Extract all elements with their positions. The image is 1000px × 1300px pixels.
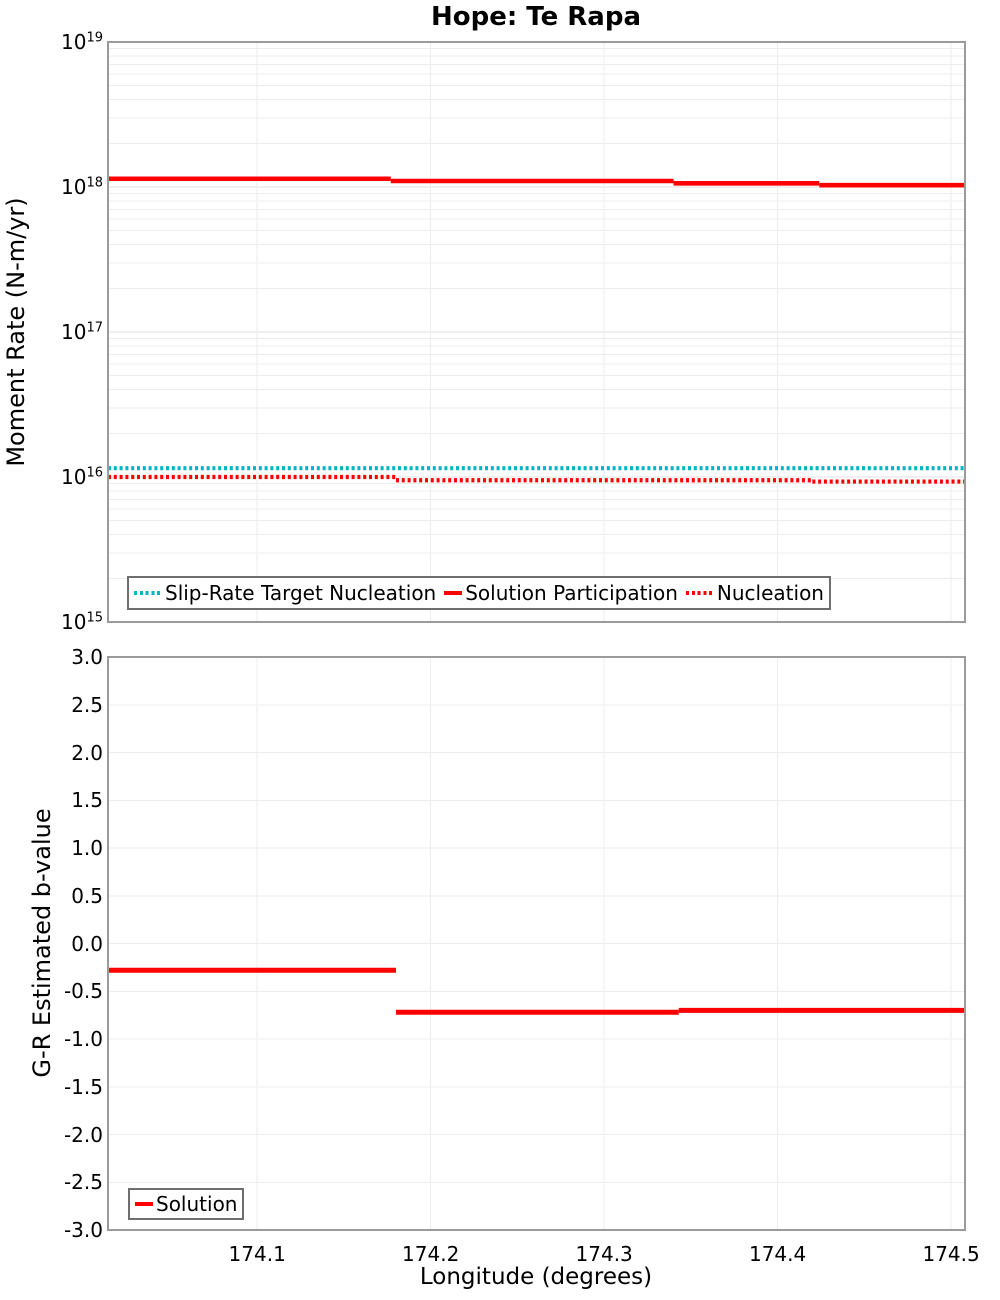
y-tick-label-0.5: 0.5 (71, 883, 103, 908)
y-tick-label--0.5: -0.5 (63, 979, 103, 1004)
moment-rate-axis-label: Moment Rate (N-m/yr) (2, 197, 30, 467)
x-tick-label-174.1: 174.1 (228, 1242, 286, 1266)
y-tick-label--1.5: -1.5 (63, 1074, 103, 1099)
x-tick-label-174.3: 174.3 (575, 1242, 633, 1266)
legend-swatch-solution (135, 1202, 153, 1206)
y-tick-label-1.0: 1.0 (71, 836, 103, 860)
y-tick-label-1e16: $10^{16}$ (61, 465, 103, 489)
y-tick-label-2.0: 2.0 (71, 740, 103, 765)
x-tick-label-174.2: 174.2 (402, 1242, 460, 1266)
legend-item-slip-rate-target-nucleation (134, 581, 436, 605)
legend-item-nucleation (686, 581, 824, 605)
y-tick-label--1.0: -1.0 (63, 1027, 103, 1051)
moment-rate-legend (127, 576, 831, 610)
y-tick-label-1e15: $10^{15}$ (61, 610, 103, 634)
legend-swatch-solution-participation (444, 591, 462, 595)
legend-item-solution (135, 1192, 237, 1216)
y-tick-label-1.5: 1.5 (71, 788, 103, 813)
y-tick-label-3.0: 3.0 (71, 645, 103, 669)
y-tick-label-1e17: $10^{17}$ (61, 320, 103, 344)
x-tick-label-174.4: 174.4 (748, 1242, 807, 1266)
y-tick-label-1e18: $10^{18}$ (61, 175, 103, 199)
legend-swatch-slip-rate-target-nucleation (134, 591, 162, 595)
y-tick-label-0.0: 0.0 (71, 931, 103, 956)
legend-label-slip-rate-target-nucleation: Slip-Rate Target Nucleation (165, 581, 437, 605)
x-tick-label-174.5: 174.5 (922, 1242, 980, 1266)
legend-label-solution: Solution (156, 1192, 238, 1216)
y-tick-label-2.5: 2.5 (71, 692, 103, 717)
longitude-axis-label: Longitude (degrees) (419, 1264, 653, 1290)
legend-label-solution-participation: Solution Participation (465, 581, 678, 605)
legend-item-solution-participation (444, 581, 678, 605)
y-tick-label--3.0: -3.0 (63, 1218, 103, 1242)
chart-title: Hope: Te Rapa (430, 2, 641, 32)
y-tick-label--2.0: -2.0 (63, 1122, 103, 1147)
legend-label-nucleation: Nucleation (716, 581, 824, 605)
y-tick-label--2.5: -2.5 (63, 1170, 103, 1195)
legend-swatch-nucleation (686, 591, 714, 595)
b-value-axis-label: G-R Estimated b-value (28, 808, 56, 1078)
y-tick-label-1e19: $10^{19}$ (61, 30, 103, 54)
b-value-legend (128, 1188, 244, 1220)
